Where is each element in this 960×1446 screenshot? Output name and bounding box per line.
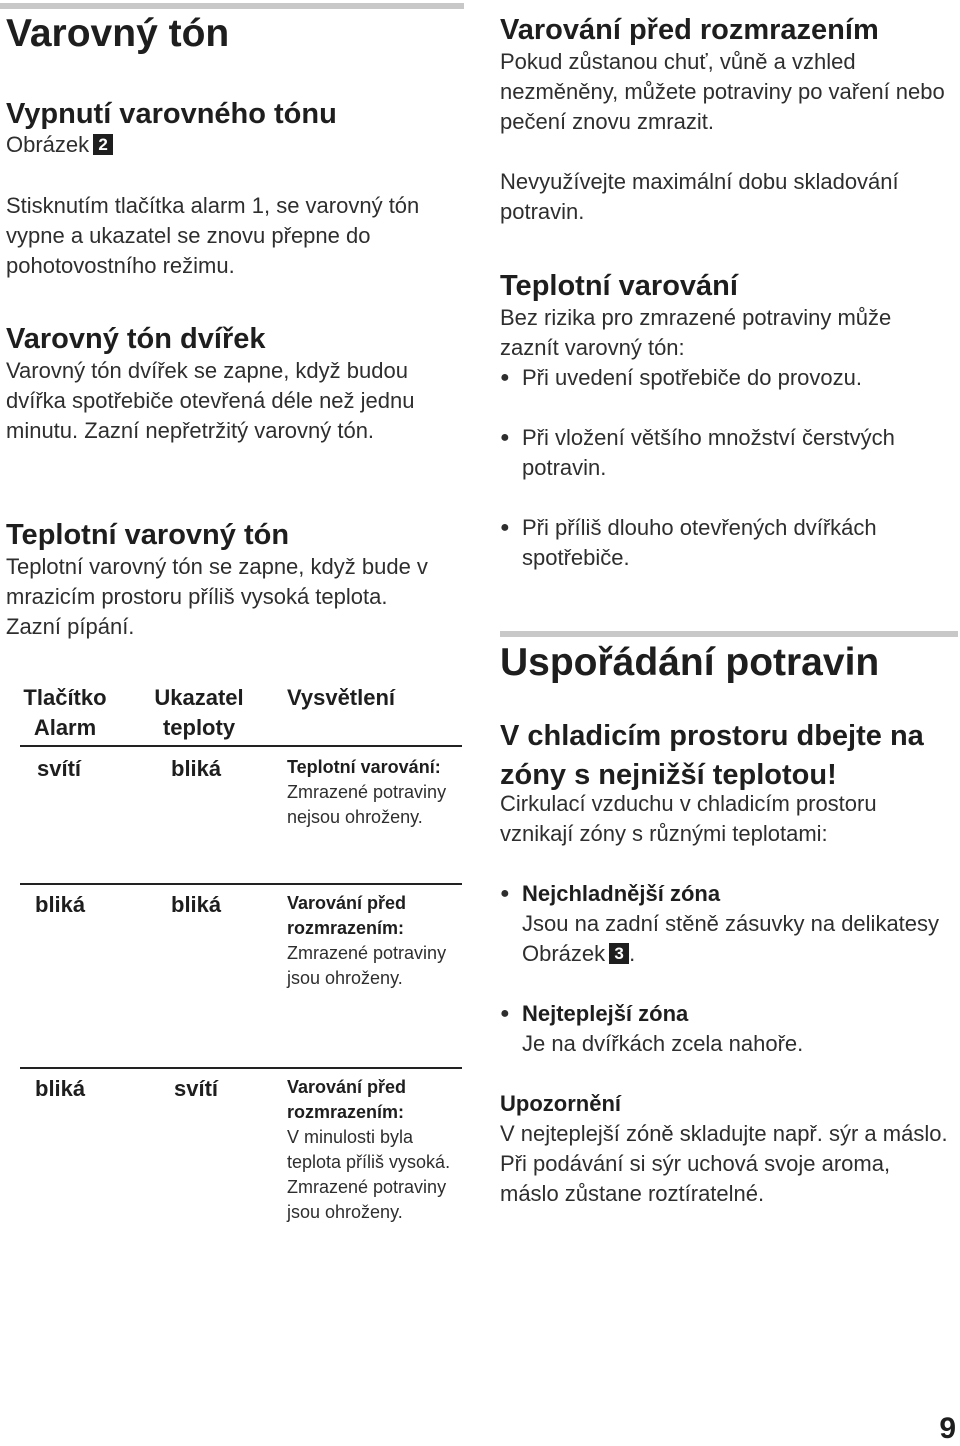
section-heading-temperature: Teplotní varovný tón [6, 519, 290, 551]
zone-warmest [500, 999, 952, 1059]
zone-coldest-title: Nejchladnější zóna [522, 881, 721, 906]
list-item: ● Při příliš dlouho otevřených dvířkách spotřebiče. [500, 513, 956, 573]
row3-text: V minulosti byla teplota příliš vysoká. Zmrazené potraviny jsou ohroženy. [287, 1127, 451, 1222]
section-heading-thaw: Varování před rozmrazením [500, 14, 879, 46]
figure-badge: 3 [609, 943, 629, 964]
figure-badge: 2 [93, 134, 113, 155]
row1-alarm: svítí [37, 756, 82, 781]
page-number: 9 [939, 1412, 956, 1445]
row2-indicator: bliká [171, 892, 222, 917]
table-header-explanation: Vysvětlení [287, 685, 396, 710]
section-text-temp-warning: Bez rizika pro zmrazené potraviny může zaznít varovný tón: [500, 305, 892, 360]
section-rule [500, 631, 958, 637]
figure-label: Obrázek [6, 132, 90, 157]
section-text-storage: Nevyužívejte maximální dobu skladování potravin. [500, 169, 899, 224]
row2-title: Varování před rozmrazením: [287, 893, 407, 938]
table-divider [20, 1067, 462, 1069]
row3-explanation [287, 1075, 462, 1225]
section-heading-temp-warning: Teplotní varování [500, 270, 738, 302]
section-text-turn-off: Stisknutím tlačítka alarm 1, se varovný tón vypne a ukazatel se znovu přepne do pohotovostního režimu. [6, 193, 420, 278]
row3-indicator: svítí [174, 1076, 219, 1101]
table-divider [20, 883, 462, 885]
table-header-indicator: Ukazatel teploty [154, 685, 244, 740]
row3-title: Varování před rozmrazením: [287, 1077, 407, 1122]
figure-reference [6, 130, 113, 160]
page-title: Varovný tón [6, 12, 230, 55]
list-item: ● Při uvedení spotřebiče do provozu. [500, 363, 956, 393]
row1-indicator: bliká [171, 756, 222, 781]
row1-text: Zmrazené potraviny nejsou ohroženy. [287, 782, 447, 827]
zone-warmest-title: Nejteplejší zóna [522, 1001, 689, 1026]
list-item: ● Při vložení většího množství čerstvých potravin. [500, 423, 956, 483]
zone-coldest [500, 879, 952, 969]
row1-explanation [287, 755, 462, 830]
section-heading-turn-off: Vypnutí varovného tónu [6, 98, 337, 130]
zone-coldest-end: . [629, 941, 636, 966]
row3-alarm: bliká [35, 1076, 86, 1101]
row2-text: Zmrazené potraviny jsou ohroženy. [287, 943, 447, 988]
section-text-door: Varovný tón dvířek se zapne, když budou dvířka spotřebiče otevřená déle než jednu minutu. Zazní nepřetržitý varovný tón. [6, 358, 415, 443]
row1-title: Teplotní varování: [287, 757, 441, 777]
section-text-zones: Cirkulací vzduchu v chladicím prostoru vznikají zóny s různými teplotami: [500, 791, 877, 846]
section-title-arrangement: Uspořádání potravin [500, 641, 880, 684]
zone-warmest-text: Je na dvířkách zcela nahoře. [522, 1031, 804, 1056]
table-divider [20, 745, 462, 747]
row2-explanation [287, 891, 462, 991]
subheading-zones: V chladicím prostoru dbejte na zóny s nejnižší teplotou! [500, 720, 924, 791]
table-header-alarm: Tlačítko Alarm [23, 685, 107, 740]
top-rule [0, 3, 464, 9]
note-text: V nejteplejší zóně skladujte např. sýr a máslo. Při podávání si sýr uchová svoje aroma, máslo zůstane roztíratelné. [500, 1121, 948, 1206]
zone-coldest-text: Jsou na zadní stěně zásuvky na delikatesy Obrázek [522, 911, 940, 966]
note-title: Upozornění [500, 1091, 621, 1116]
section-heading-door: Varovný tón dvířek [6, 323, 266, 355]
row2-alarm: bliká [35, 892, 86, 917]
section-text-temperature: Teplotní varovný tón se zapne, když bude v mrazicím prostoru příliš vysoká teplota. Zazní pípání. [6, 554, 428, 639]
section-text-thaw: Pokud zůstanou chuť, vůně a vzhled nezměněny, můžete potraviny po vaření nebo pečení znovu zmrazit. [500, 49, 945, 134]
